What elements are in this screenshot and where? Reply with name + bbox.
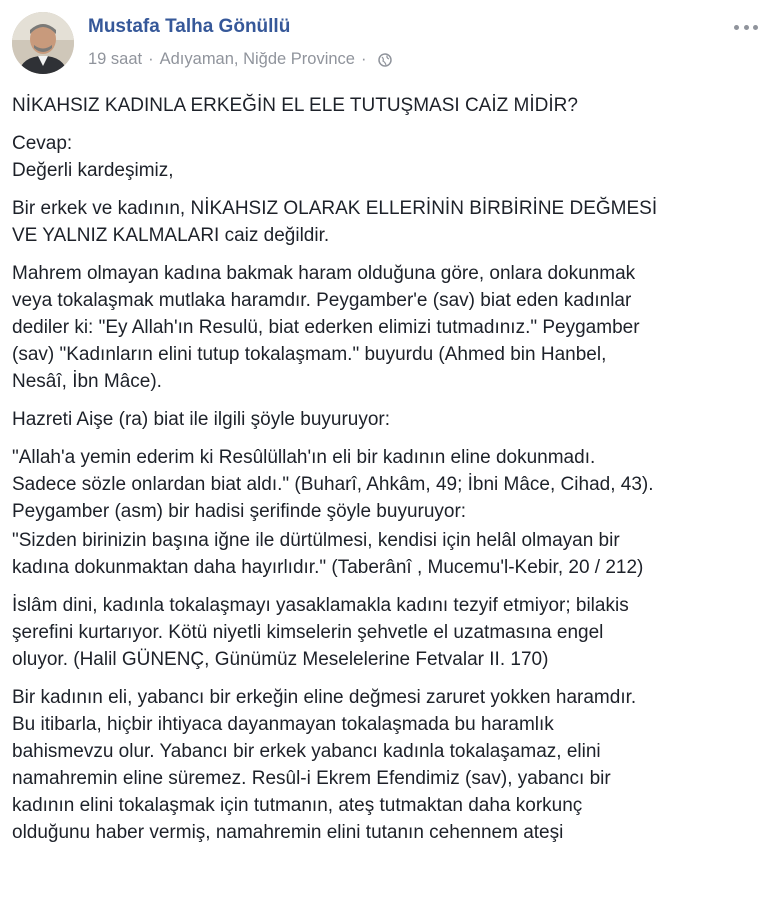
post-text-line: Nesâî, İbn Mâce). [12,371,162,392]
post-text-line: Bir kadının eli, yabancı bir erkeğin eline değmesi zaruret yokken haramdır. [12,687,637,708]
post-text-line: İslâm dini, kadınla tokalaşmayı yasaklamakla kadını tezyif etmiyor; bilakis [12,595,629,616]
post-paragraph [12,92,762,119]
post-time[interactable]: 19 saat [88,50,143,68]
post-text-line: dediler ki: "Ey Allah'ın Resulü, biat ederken elimizi tutmadınız." Peygamber [12,317,640,338]
post-text-line: Cevap: [12,133,73,154]
post-paragraph [12,684,762,846]
post-text-line: veya tokalaşmak mutlaka haramdır. Peygamber'e (sav) biat eden kadınlar [12,290,632,311]
post-meta [88,50,392,69]
post-text-line: "Sizden birinizin başına iğne ile dürtülmesi, kendisi için helâl olmayan bir [12,530,620,551]
post-header [0,0,770,80]
post-text-line: Sadece sözle onlardan biat aldı." (Buharî, Ahkâm, 49; İbni Mâce, Cihad, 43). [12,474,654,495]
post-paragraph [12,406,762,433]
post-body [12,92,762,857]
globe-icon[interactable] [378,53,392,67]
meta-separator: · [148,50,154,68]
post-text-line: olduğunu haber vermiş, namahremin elini tutanın cehennem ateşi [12,822,564,843]
post-text-line: "Allah'a yemin ederim ki Resûlüllah'ın eli bir kadının eline dokunmadı. [12,447,596,468]
post-text-line: bahismevzu olur. Yabancı bir erkek yabancı kadınla tokalaşamaz, elini [12,741,601,762]
post-text-line: namahremin eline süremez. Resûl-i Ekrem Efendimiz (sav), yabancı bir [12,768,611,789]
post-text-line: Değerli kardeşimiz, [12,160,174,181]
author-name[interactable]: Mustafa Talha Gönüllü [88,16,291,37]
post-location[interactable]: Adıyaman, Niğde Province [159,50,355,68]
post-text-line: Hazreti Aişe (ra) biat ile ilgili şöyle buyuruyor: [12,409,391,430]
post-text-line: Mahrem olmayan kadına bakmak haram olduğuna göre, onlara dokunmak [12,263,636,284]
post-text-line: Bir erkek ve kadının, NİKAHSIZ OLARAK ELLERİNİN BİRBİRİNE DEĞMESİ [12,198,658,219]
post-paragraph [12,195,762,249]
post-text-line: oluyor. (Halil GÜNENÇ, Günümüz Meselelerine Fetvalar II. 170) [12,649,549,670]
meta-separator-2: · [360,50,367,68]
post-text-line: kadına dokunmaktan daha hayırlıdır." (Taberânî , Mucemu'l-Kebir, 20 / 212) [12,557,644,578]
avatar[interactable] [12,12,74,74]
more-options-icon[interactable] [734,18,758,36]
post-paragraph [12,444,762,525]
post-text-line: (sav) "Kadınların elini tutup tokalaşmam." buyurdu (Ahmed bin Hanbel, [12,344,607,365]
post-text-line: kadının elini tokalaşmak için tutmanın, ateş tutmaktan daha korkunç [12,795,583,816]
post-text-line: Bu itibarla, hiçbir ihtiyaca dayanmayan tokalaşmada bu haramlık [12,714,554,735]
avatar-photo [12,12,74,74]
post-text-line: şerefini kurtarıyor. Kötü niyetli kimselerin şehvetle el uzatmasına engel [12,622,604,643]
post-paragraph [12,260,762,395]
post-text-line: VE YALNIZ KALMALARI caiz değildir. [12,225,330,246]
post-paragraph [12,592,762,673]
post-text-line: Peygamber (asm) bir hadisi şerifinde şöyle buyuruyor: [12,501,467,522]
post-text-line: NİKAHSIZ KADINLA ERKEĞİN EL ELE TUTUŞMASI CAİZ MİDİR? [12,95,578,116]
post-paragraph [12,527,762,581]
post-paragraph [12,130,762,184]
